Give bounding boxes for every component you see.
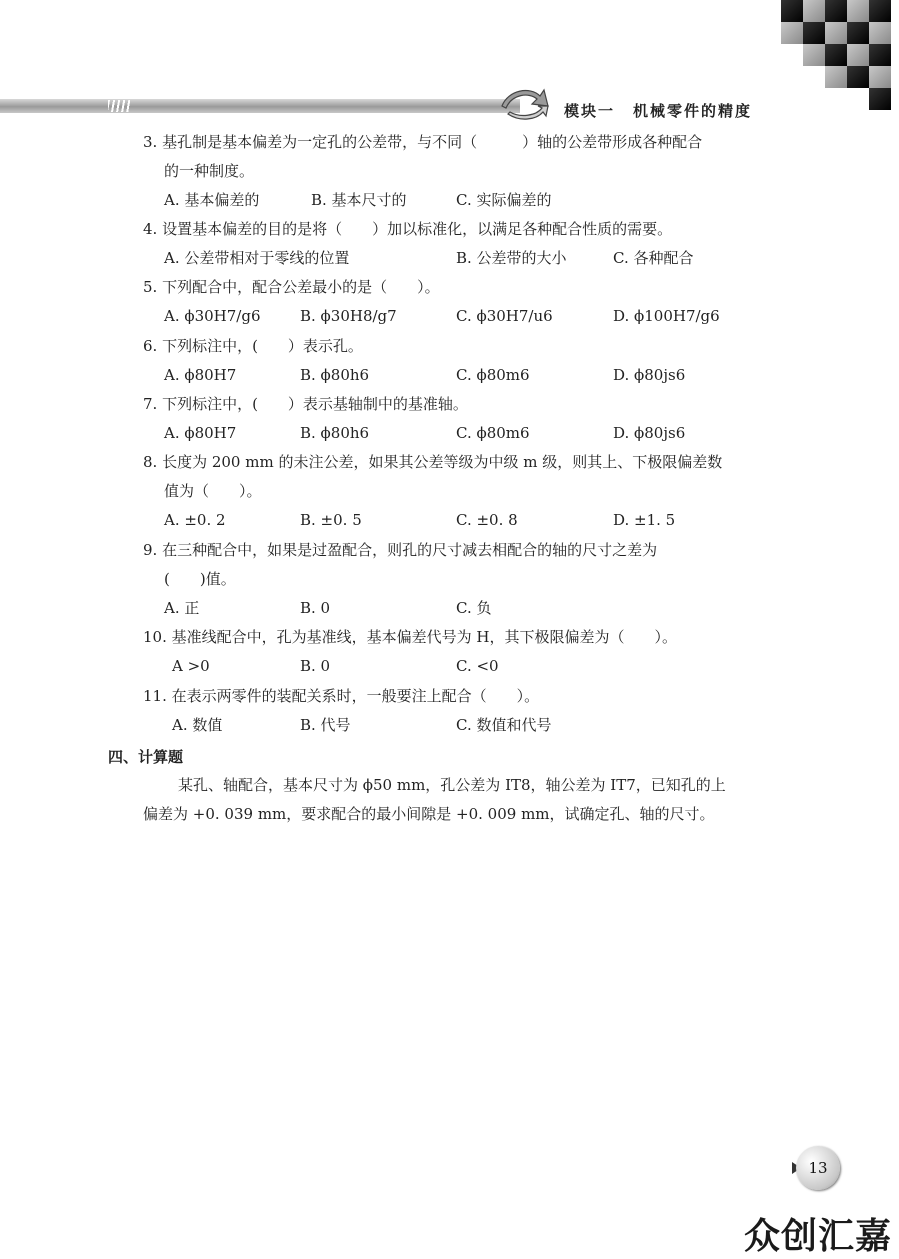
question-9-line-2: ( )值。 [164, 570, 236, 588]
question-6-line-1: 6. 下列标注中，( ）表示孔。 [143, 337, 363, 355]
question-6-option-d: D. ϕ80js6 [613, 366, 686, 384]
section-4-title: 四、计算题 [108, 748, 184, 766]
question-9-option-a: A. 正 [164, 599, 200, 617]
watermark-logo: 众创汇嘉 [744, 1216, 893, 1257]
question-6-option-b: B. ϕ80h6 [300, 366, 370, 384]
question-4-line-1: 4. 设置基本偏差的目的是将（ ）加以标准化，以满足各种配合性质的需要。 [143, 220, 673, 238]
question-4-option-c: C. 各种配合 [613, 249, 694, 267]
question-3-option-c: C. 实际偏差的 [456, 191, 552, 209]
question-11-option-b: B. 代号 [300, 716, 351, 734]
section-4-line-2: 偏差为 +0. 039 mm，要求配合的最小间隙是 +0. 009 mm，试确定孔、轴的尺寸。 [143, 805, 715, 823]
question-9-option-c: C. 负 [456, 599, 492, 617]
question-11-option-c: C. 数值和代号 [456, 716, 552, 734]
question-10-option-c: C. <0 [456, 657, 499, 675]
question-5-line-1: 5. 下列配合中，配合公差最小的是（ ）。 [143, 278, 440, 296]
question-8-option-c: C. ±0. 8 [456, 511, 518, 529]
question-10-line-1: 10. 基准线配合中，孔为基准线，基本偏差代号为 H，其下极限偏差为（ ）。 [143, 628, 677, 646]
question-4-option-a: A. 公差带相对于零线的位置 [164, 249, 350, 267]
question-9-option-b: B. 0 [300, 599, 331, 617]
question-7-option-c: C. ϕ80m6 [456, 424, 530, 442]
question-5-option-a: A. ϕ30H7/g6 [164, 307, 261, 325]
header-chapter: 机械零件的精度 [633, 102, 753, 120]
section-4-line-1: 某孔、轴配合，基本尺寸为 ϕ50 mm，孔公差为 IT8，轴公差为 IT7，已知孔的上 [178, 776, 726, 794]
question-6-option-a: A. ϕ80H7 [164, 366, 237, 384]
question-11-line-1: 11. 在表示两零件的装配关系时，一般要注上配合（ ）。 [143, 687, 540, 705]
question-7-line-1: 7. 下列标注中，( ）表示基轴制中的基准轴。 [143, 395, 468, 413]
curved-arrow-icon [496, 82, 556, 122]
header-stripes [108, 100, 130, 112]
question-10-option-b: B. 0 [300, 657, 331, 675]
corner-checker-decoration [769, 0, 899, 120]
question-7-option-b: B. ϕ80h6 [300, 424, 370, 442]
question-3-option-a: A. 基本偏差的 [164, 191, 260, 209]
question-10-option-a: A >0 [172, 657, 210, 675]
question-8-line-2: 值为（ ）。 [164, 482, 262, 500]
question-8-option-b: B. ±0. 5 [300, 511, 362, 529]
header-title [564, 100, 752, 121]
question-4-option-b: B. 公差带的大小 [456, 249, 567, 267]
question-3-line-2: 的一种制度。 [164, 162, 255, 180]
question-9-line-1: 9. 在三种配合中，如果是过盈配合，则孔的尺寸减去相配合的轴的尺寸之差为 [143, 541, 658, 559]
question-7-option-d: D. ϕ80js6 [613, 424, 686, 442]
question-3-option-b: B. 基本尺寸的 [311, 191, 407, 209]
question-8-line-1: 8. 长度为 200 mm 的未注公差，如果其公差等级为中级 m 级，则其上、下极限偏差数 [143, 453, 723, 471]
question-11-option-a: A. 数值 [172, 716, 223, 734]
question-7-option-a: A. ϕ80H7 [164, 424, 237, 442]
question-5-option-d: D. ϕ100H7/g6 [613, 307, 720, 325]
question-5-option-b: B. ϕ30H8/g7 [300, 307, 397, 325]
question-5-option-c: C. ϕ30H7/u6 [456, 307, 553, 325]
page-number: 13 [796, 1146, 840, 1190]
question-8-option-a: A. ±0. 2 [164, 511, 226, 529]
question-6-option-c: C. ϕ80m6 [456, 366, 530, 384]
question-3-line-1: 3. 基孔制是基本偏差为一定孔的公差带，与不同（ ）轴的公差带形成各种配合 [143, 133, 703, 151]
question-8-option-d: D. ±1. 5 [613, 511, 676, 529]
header-bar [0, 99, 520, 113]
header-module: 模块一 [564, 102, 616, 120]
